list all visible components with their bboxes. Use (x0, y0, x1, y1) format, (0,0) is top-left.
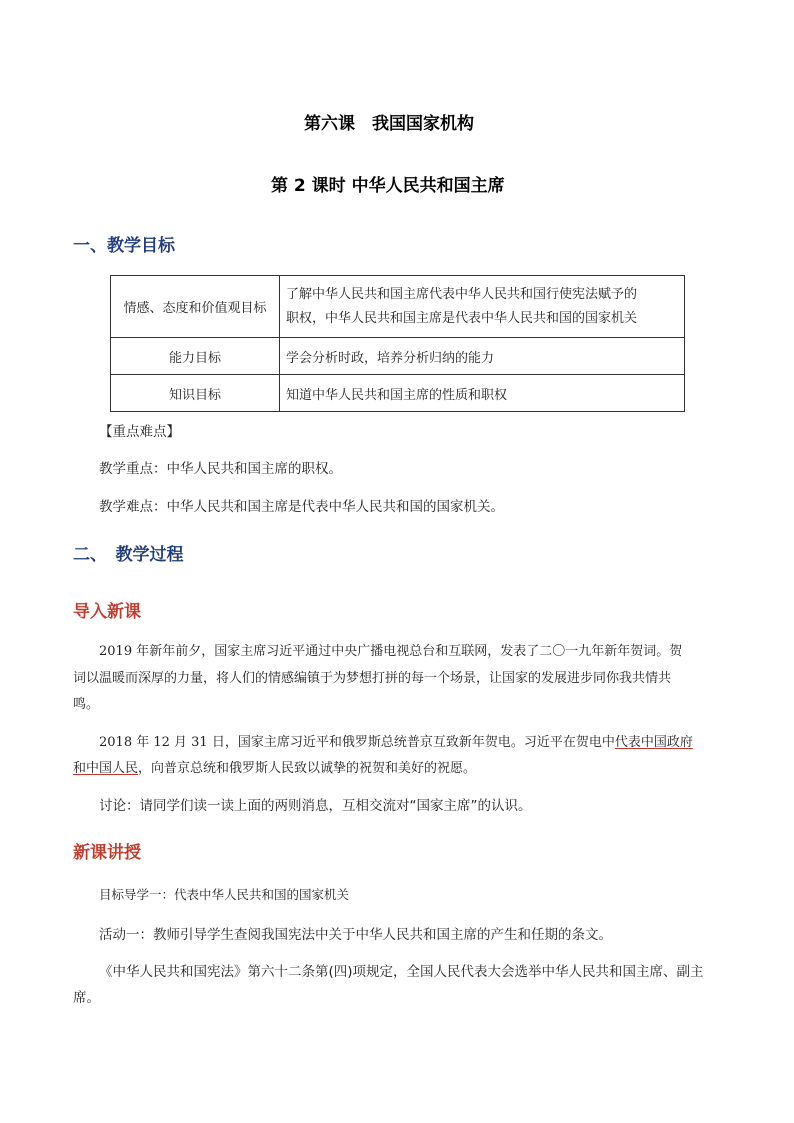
constitution-line2: 席。 (73, 990, 100, 1006)
activity-1: 活动一：教师引导学生查阅我国宪法中关于中华人民共和国主席的产生和任期的条文。 (99, 927, 612, 943)
discussion: 讨论：请同学们读一读上面的两则消息，互相交流对“国家主席”的认识。 (99, 798, 532, 814)
intro-para1-line1: 2019 年新年前夕，国家主席习近平通过中央广播电视总台和互联网，发表了二〇一九年新年贺词。贺 (99, 644, 683, 659)
goal-label: 情感、态度和价值观目标 (111, 276, 280, 338)
intro-para1-line3: 鸣。 (73, 697, 100, 712)
intro-para1-line2: 词以温暖而深厚的力量，将人们的情感编镇于为梦想打拼的每一个场景，让国家的发展进步同你我共情共 (73, 671, 672, 686)
table-row (111, 276, 685, 338)
intro-heading: 导入新课 (73, 602, 141, 622)
period-title: 第 2 课时 中华人民共和国主席 (271, 176, 505, 196)
goal-content: 学会分析时政，培养分析归纳的能力 (280, 338, 685, 375)
key-point: 教学重点：中华人民共和国主席的职权。 (99, 461, 342, 477)
section-heading-goals: 一、教学目标 (73, 236, 175, 256)
difficult-point: 教学难点：中华人民共和国主席是代表中华人民共和国的国家机关。 (99, 499, 504, 515)
guide-1: 目标导学一：代表中华人民共和国的国家机关 (99, 887, 350, 902)
goal-label: 知识目标 (111, 375, 280, 412)
underlined-phrase: 代表中国政府 (614, 735, 693, 750)
goal-content: 知道中华人民共和国主席的性质和职权 (280, 375, 685, 412)
goal-content: 了解中华人民共和国主席代表中华人民共和国行使宪法赋予的 职权，中华人民共和国主席是代表中华人民共和国的国家机关 (280, 276, 685, 338)
key-points-label: 【重点难点】 (99, 424, 180, 440)
goal-label: 能力目标 (111, 338, 280, 375)
section-heading-process: 二、 教学过程 (73, 545, 184, 565)
goals-table (110, 275, 685, 412)
table-row (111, 338, 685, 375)
constitution-line1: 《中华人民共和国宪法》第六十二条第(四)项规定，全国人民代表大会选举中华人民共和国主席、副主 (99, 964, 704, 980)
new-lesson-heading: 新课讲授 (73, 843, 141, 863)
lesson-title: 第六课 我国国家机构 (304, 114, 474, 134)
intro-para2-line2: 和中国人民，向普京总统和俄罗斯人民致以诚挚的祝贺和美好的祝愿。 (73, 761, 477, 776)
underlined-phrase: 和中国人民 (73, 761, 139, 776)
intro-para2-line1: 2018 年 12 月 31 日，国家主席习近平和俄罗斯总统普京互致新年贺电。习近平在贺电中代表中国政府 (99, 735, 693, 750)
table-row (111, 375, 685, 412)
